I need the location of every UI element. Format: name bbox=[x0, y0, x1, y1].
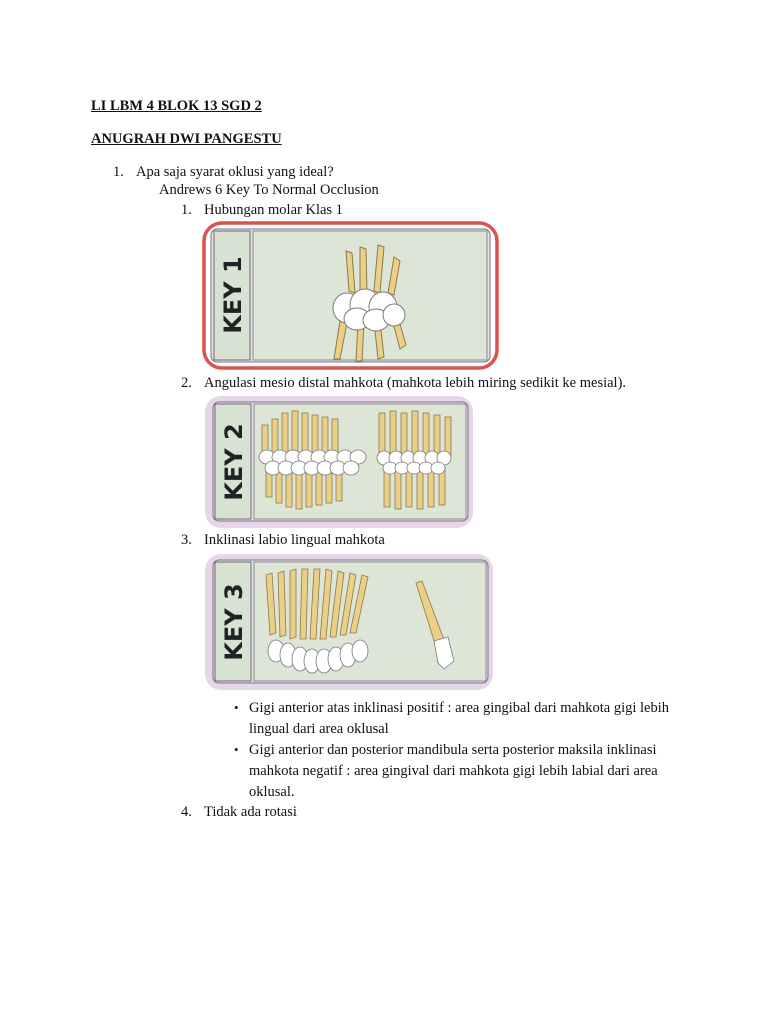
key1-number: 1. bbox=[181, 202, 192, 218]
author-heading: ANUGRAH DWI PANGESTU bbox=[91, 131, 282, 147]
key1-text: Hubungan molar Klas 1 bbox=[204, 202, 343, 218]
key2-label: KEY 2 bbox=[220, 423, 248, 501]
question-text: Apa saja syarat oklusi yang ideal? bbox=[136, 164, 334, 180]
key1-figure bbox=[202, 221, 499, 370]
key3-text: Inklinasi labio lingual mahkota bbox=[204, 532, 385, 548]
bullet1-line2: lingual dari area oklusal bbox=[249, 721, 389, 737]
key3-label: KEY 3 bbox=[220, 583, 248, 661]
course-heading: LI LBM 4 BLOK 13 SGD 2 bbox=[91, 98, 262, 114]
key2-text: Angulasi mesio distal mahkota (mahkota lebih miring sedikit ke mesial). bbox=[204, 375, 627, 391]
bullet1-line1: Gigi anterior atas inklinasi positif : area gingibal dari mahkota gigi lebih bbox=[249, 700, 669, 716]
key4-text: Tidak ada rotasi bbox=[204, 804, 297, 820]
key1-label: KEY 1 bbox=[219, 256, 247, 334]
bullet2-line1: Gigi anterior dan posterior mandibula serta posterior maksila inklinasi bbox=[249, 742, 657, 758]
key3-figure bbox=[204, 553, 494, 691]
key2-number: 2. bbox=[181, 375, 192, 391]
key3-number: 3. bbox=[181, 532, 192, 548]
bullet-icon: • bbox=[234, 742, 239, 757]
subtitle-text: Andrews 6 Key To Normal Occlusion bbox=[159, 182, 379, 198]
question-number: 1. bbox=[113, 164, 124, 180]
bullet2-line3: oklusal. bbox=[249, 784, 295, 800]
bullet2-line2: mahkota negatif : area gingival dari mahkota gigi lebih labial dari area bbox=[249, 763, 658, 779]
key2-figure bbox=[204, 395, 474, 529]
key4-number: 4. bbox=[181, 804, 192, 820]
bullet-icon: • bbox=[234, 700, 239, 715]
